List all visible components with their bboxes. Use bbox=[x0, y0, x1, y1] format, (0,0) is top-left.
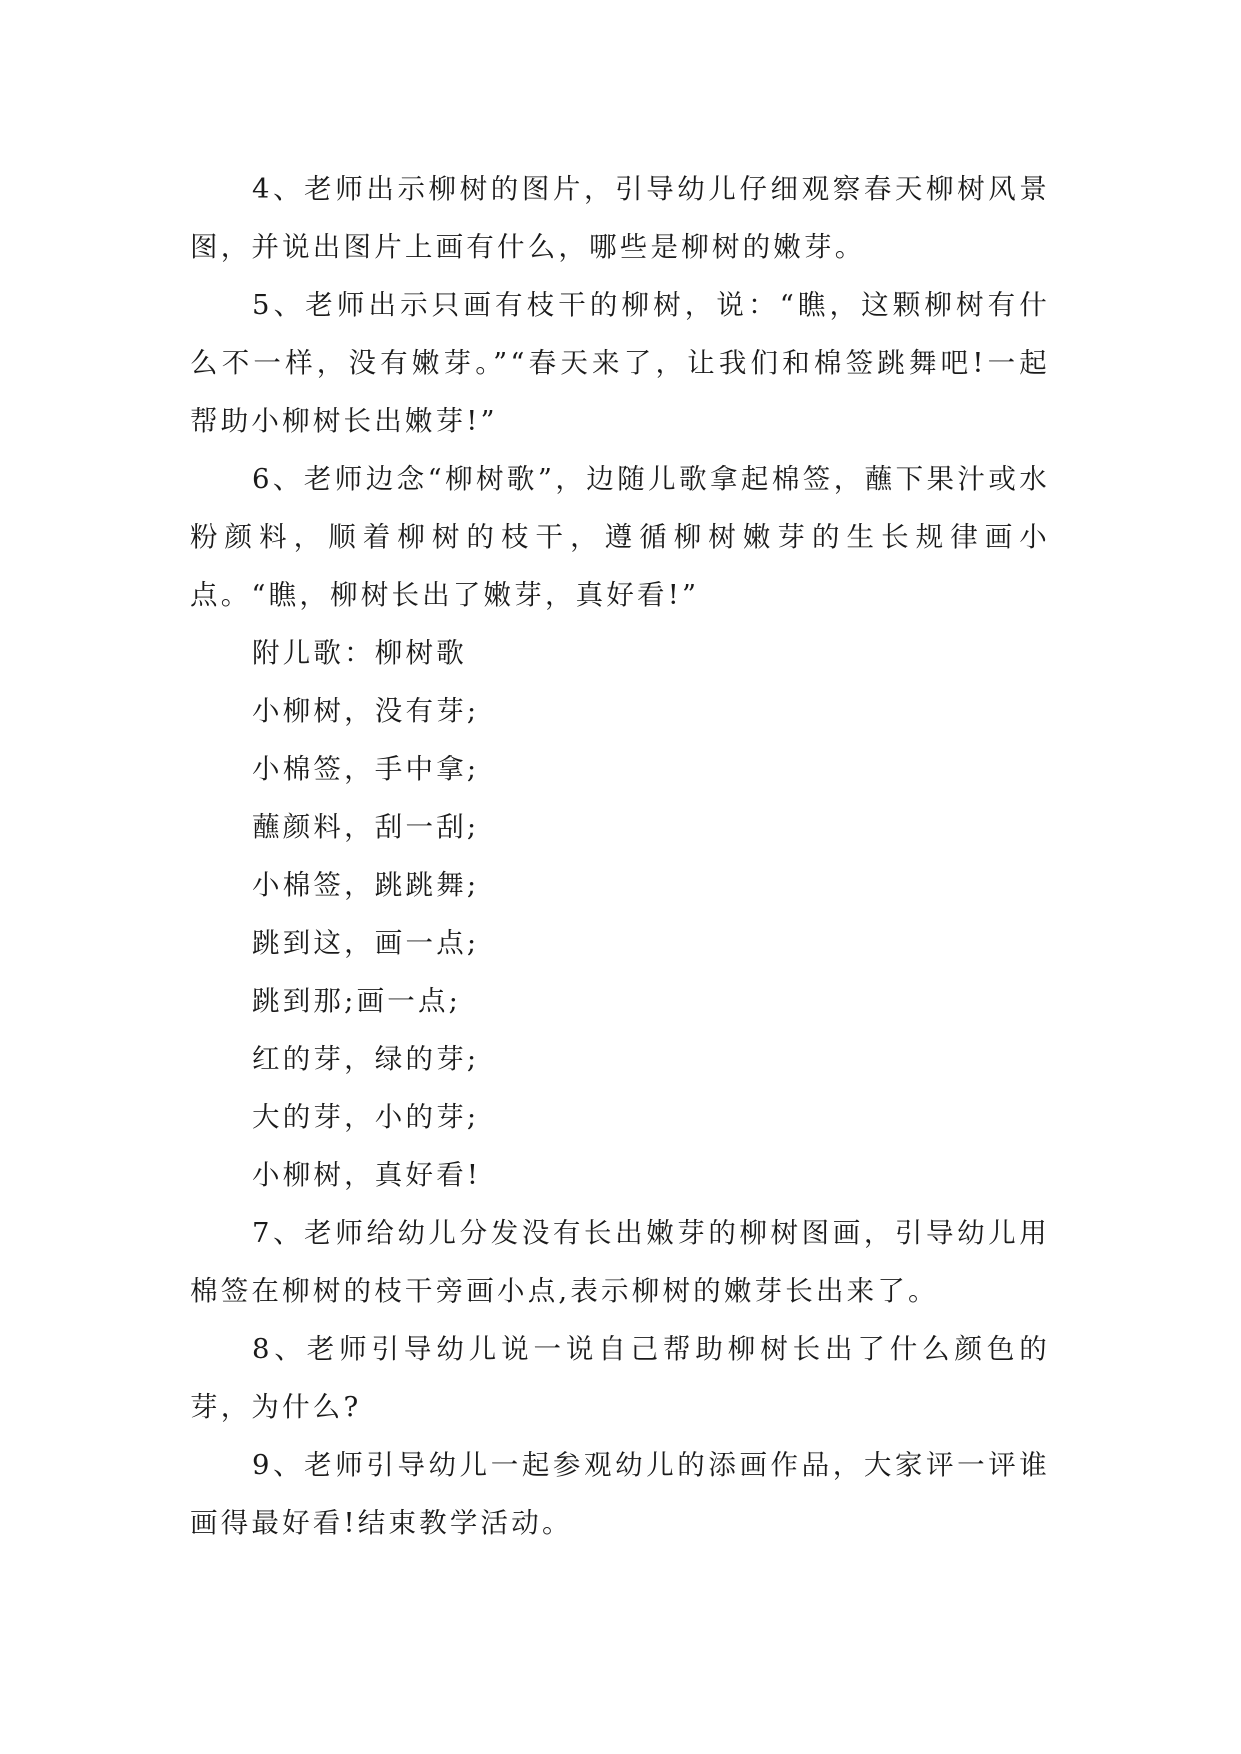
song-line: 小棉签，手中拿; bbox=[252, 753, 480, 785]
paragraph-step-6: 6、老师边念“柳树歌”，边随儿歌拿起棉签，蘸下果汁或水粉颜料，顺着柳树的枝干，遵循柳树嫩芽的生长规律画小点。“瞧，柳树长出了嫩芽，真好看!” bbox=[190, 463, 1050, 611]
paragraph-step-9: 9、老师引导幼儿一起参观幼儿的添画作品，大家评一评谁画得最好看!结束教学活动。 bbox=[190, 1449, 1050, 1539]
song-line: 小柳树，没有芽; bbox=[252, 695, 480, 727]
song-line: 跳到那;画一点; bbox=[252, 985, 462, 1017]
document-body bbox=[190, 160, 1050, 1552]
paragraph-step-8: 8、老师引导幼儿说一说自己帮助柳树长出了什么颜色的芽，为什么? bbox=[190, 1333, 1050, 1423]
paragraph-step-4: 4、老师出示柳树的图片，引导幼儿仔细观察春天柳树风景图，并说出图片上画有什么，哪些是柳树的嫩芽。 bbox=[190, 173, 1050, 263]
song-line: 小棉签，跳跳舞; bbox=[252, 869, 480, 901]
song-line: 红的芽，绿的芽; bbox=[252, 1043, 480, 1075]
song-title: 附儿歌：柳树歌 bbox=[252, 637, 467, 669]
song-line: 蘸颜料，刮一刮; bbox=[252, 811, 480, 843]
song-line: 大的芽，小的芽; bbox=[252, 1101, 480, 1133]
paragraph-step-5: 5、老师出示只画有枝干的柳树，说：“瞧，这颗柳树有什么不一样，没有嫩芽。”“春天来了，让我们和棉签跳舞吧!一起帮助小柳树长出嫩芽!” bbox=[190, 289, 1050, 437]
paragraph-step-7: 7、老师给幼儿分发没有长出嫩芽的柳树图画，引导幼儿用棉签在柳树的枝干旁画小点,表示柳树的嫩芽长出来了。 bbox=[190, 1217, 1050, 1307]
song-line: 小柳树，真好看! bbox=[252, 1159, 482, 1191]
song-line: 跳到这，画一点; bbox=[252, 927, 480, 959]
